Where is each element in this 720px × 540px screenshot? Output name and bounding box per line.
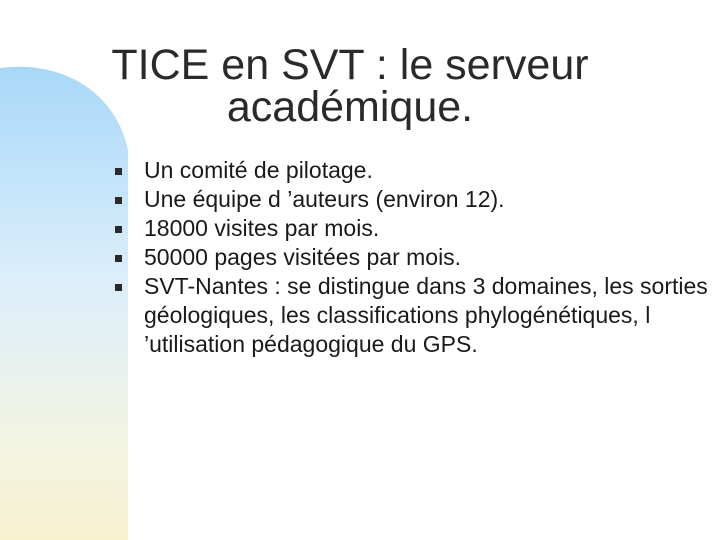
bullet-item: [108, 243, 708, 272]
bullet-text: 50000 pages visitées par mois.: [144, 244, 462, 270]
bullet-item: [108, 272, 708, 359]
square-bullet-icon: [115, 197, 122, 204]
square-bullet-icon: [115, 168, 122, 175]
bullet-text: SVT-Nantes : se distingue dans 3 domaines, les sorties géologiques, les classifications phylogénétiques, l ’utilisation pédagogique du GPS.: [144, 273, 708, 357]
bullet-item: [108, 214, 708, 243]
slide-title: [30, 41, 670, 131]
bullet-text: Un comité de pilotage.: [144, 157, 373, 183]
bullet-text: 18000 visites par mois.: [144, 215, 380, 241]
bullet-list: [108, 156, 708, 359]
square-bullet-icon: [115, 255, 122, 262]
slide-title-line-1: TICE en SVT : le serveur: [111, 41, 589, 89]
bullet-item: [108, 185, 708, 214]
bullet-item: [108, 156, 708, 185]
bullet-text: Une équipe d ’auteurs (environ 12).: [144, 186, 505, 212]
square-bullet-icon: [115, 226, 122, 233]
slide-title-line-2: académique.: [226, 83, 474, 131]
square-bullet-icon: [115, 284, 122, 291]
